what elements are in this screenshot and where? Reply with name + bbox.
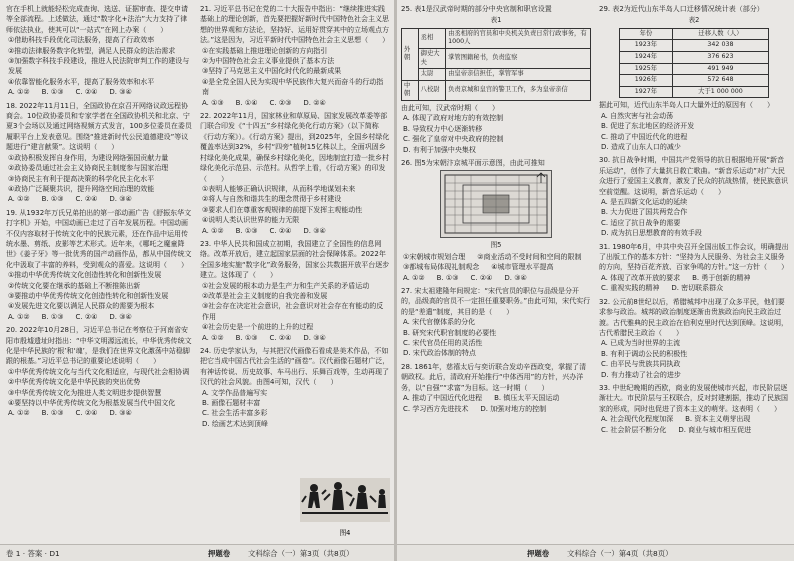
q22-item: ④说明人类认识世界的能力无限 — [202, 216, 300, 225]
q20-item: ③中华优秀传统文化为推进人类文明进步提供智慧 — [8, 388, 162, 397]
q23-item: ④社会历史是一个前进的上升的过程 — [202, 323, 314, 332]
left-footer — [0, 544, 394, 561]
left-corner-label: 卷 1 · 答案 · D1 — [6, 549, 60, 558]
table-cell: 丞相 — [418, 28, 445, 48]
q26-option-b: B. ①③ — [436, 273, 459, 282]
figure-5-city-map — [440, 170, 552, 238]
q28-blank: （ ） — [520, 383, 549, 392]
table-cell: 御史大夫 — [418, 49, 445, 69]
question-26 — [401, 158, 591, 283]
table-cell: 外朝 — [402, 28, 419, 80]
q23-blank: （ ） — [249, 271, 277, 280]
table-cell: 大于1 000 000 — [672, 86, 768, 98]
table-cell: 1926年 — [620, 75, 673, 87]
q28-option-a: A. 推动了中国近代化进程 — [403, 394, 483, 403]
q20-item: ④要坚持以中华优秀传统文化为根基发展当代中国文化 — [8, 399, 176, 408]
table-1 — [401, 28, 591, 101]
q27-blank: （ ） — [485, 307, 514, 316]
q21-option-b: B. ①④ — [235, 98, 258, 107]
table-row — [402, 80, 591, 100]
q29-option-c: C. 推动了中国近代化的进程 — [601, 132, 688, 141]
q25-options — [401, 113, 591, 155]
left-brand: 押题卷 — [208, 549, 231, 558]
q25-option-a: A. 体现了政府对地方的有效控制 — [403, 114, 504, 123]
table-cell: 1923年 — [620, 40, 673, 52]
q18-stem: 18. 2022年11月11日，全国政协在京召开网络议政远程协商会。10位政协委员和专家学者在全国政协机关和北京、宁夏3个会场以及通过网络视频方式发言，100多位委员在委员履职平台上发表意见。围绕“推进新时代公民道德建设”等议题进行“建言献策”。这说明 — [6, 101, 192, 152]
q22-options — [202, 226, 390, 236]
q32-blank: （ ） — [655, 328, 683, 337]
table-cell: 1924年 — [620, 52, 673, 64]
q28-option-b: B. 镇压太平天国运动 — [494, 394, 560, 403]
q21-item: ①在实践基础上推进理论创新的方向指引 — [202, 46, 328, 55]
q26-item: ②商业活动不受时间和空间的限制 — [477, 252, 582, 261]
q30-option-c: C. 适应了抗日战争的需要 — [601, 218, 681, 227]
table-cell: 八校尉 — [418, 80, 445, 100]
q27-stem: 27. 宋太祖建隆年间规定：“宋代官员的职位与品级是分开的，品级高的官员不一定担任重要职务。”由此可知，宋代实行的是“差遣”制度，其目的是 — [401, 287, 591, 316]
question-25 — [401, 4, 591, 155]
q19-item: ①推动中华优秀传统文化创造性转化和创新性发展 — [8, 271, 162, 280]
q20-option-b: B. ①③ — [41, 409, 64, 418]
q19-item: ②传统文化要在继承的基础上不断推陈出新 — [8, 281, 141, 290]
q17-option-d: D. ③④ — [109, 88, 132, 97]
q26-items-row-2 — [403, 262, 591, 272]
q23-item: ③社会存在决定社会意识，社会意识对社会存在有能动的反作用 — [202, 302, 384, 321]
q26-options — [403, 273, 591, 283]
table-row — [620, 52, 769, 64]
q28-stem: 28. 1861年，慈禧太后与奕䜣联合发动辛酉政变，掌握了清朝政权。此后，清政府开始推行“中体西用”的方针，兴办洋务，以“自强”“求富”为目标。这一时期 — [401, 362, 587, 392]
q21-option-d: D. ②④ — [303, 98, 326, 107]
q28-option-d: D. 加强对地方的控制 — [480, 404, 547, 413]
q22-item: ③要求人们在尊重客观规律的前提下发挥主观能动性 — [202, 205, 363, 214]
q20-blank: （ ） — [132, 357, 161, 366]
q25-tail: 由此可知，汉武帝时期 — [401, 103, 471, 112]
q19-items — [6, 270, 192, 322]
q25-stem: 25. 表1是汉武帝时期的部分中央官制和职官设置 — [401, 5, 552, 13]
table-header-row — [620, 28, 769, 40]
question-33 — [599, 383, 789, 435]
q30-option-d: D. 成为抗日思想教育的有效手段 — [601, 229, 702, 238]
table-row — [620, 75, 769, 87]
q30-stem: 30. 抗日战争时期，中国共产党领导的抗日根据地开展“新音乐运动”，创作了大量抗日救亡歌曲。“新音乐运动”对广大民众进行了爱国主义教育，激发了民众的抗战热情，使民族意识空前觉醒。这说明，新音乐运动 — [599, 156, 788, 196]
q22-items — [200, 184, 390, 236]
q17-item: ④依靠智能化服务水平，提高了服务效率和水平 — [8, 77, 155, 86]
table-row — [620, 40, 769, 52]
q23-stem: 23. 中华人民共和国成立初期，我国建立了全国性的信息网络。改革开放后，建立起国家层面的社会保障体系。2022年全国多地实施“数字化”政务服务，国家公共数据开放平台逐步建立。这体现了 — [200, 239, 390, 280]
q29-option-a: A. 自然灾害与社会动荡 — [601, 111, 674, 120]
q18-option-c: C. ②④ — [75, 195, 98, 204]
q19-blank: （ ） — [160, 260, 188, 269]
table-header: 年份 — [620, 28, 673, 40]
q25-option-b: B. 导致权力中心逐渐转移 — [403, 124, 483, 133]
q28-options-row-1 — [403, 393, 591, 403]
q18-item: ④政协广泛凝聚共识，提升网络空间治理的效能 — [8, 184, 155, 193]
q29-options — [599, 111, 789, 153]
q21-item: ③坚持了马克思主义中国化时代化的最新成果 — [202, 67, 342, 76]
q21-options — [202, 98, 390, 108]
question-32 — [599, 297, 789, 380]
question-31 — [599, 242, 789, 294]
table-cell: 572 648 — [672, 75, 768, 87]
figure-5-caption: 图5 — [490, 241, 502, 250]
q21-blank: （ ） — [361, 36, 390, 45]
q17-option-b: B. ①③ — [41, 88, 64, 97]
q30-option-a: A. 是五四新文化运动的延续 — [601, 198, 688, 207]
q27-option-a: A. 宋代官僚体系的分化 — [403, 318, 476, 327]
q26-option-d: D. ③④ — [504, 273, 527, 282]
q23-option-a: A. ①② — [202, 333, 224, 342]
q32-stem: 32. 公元前8世纪以后，希腊城邦中出现了众多平民，他们要求参与政治。城邦的政治制度逐渐由贵族政治向民主政治过渡。古代雅典的民主政治在伯利克里时代达到顶峰。这说明，古代希腊民主政治 — [599, 297, 788, 337]
q25-blank: （ ） — [471, 103, 499, 112]
q19-item: ④发展先进文化要以满足人民群众的需要为根本 — [8, 302, 155, 311]
left-page — [0, 0, 394, 561]
q31-options-row-2 — [601, 283, 789, 293]
q29-option-d: D. 造成了山东人口的减少 — [601, 143, 681, 151]
q33-options-row-2 — [601, 425, 789, 435]
left-column-1 — [6, 4, 192, 422]
q21-option-a: A. ①③ — [202, 98, 224, 107]
q33-options — [599, 414, 789, 435]
right-column-1 — [401, 4, 591, 417]
q31-blank: （ ） — [760, 263, 789, 272]
q26-items — [401, 252, 591, 283]
q19-item: ③要推动中华优秀传统文化创造性转化和创新性发展 — [8, 291, 169, 300]
question-21 — [200, 4, 390, 108]
q33-blank: （ ） — [753, 404, 781, 413]
table-row — [620, 63, 769, 75]
table-cell: 由皇帝亲信担任，掌管军事 — [446, 69, 591, 81]
right-page-number: 文科综合（一）第4页（共8页） — [567, 549, 673, 558]
question-17-tail — [6, 4, 192, 98]
left-page-number: 文科综合（一）第3页（共8页） — [248, 549, 354, 558]
q22-option-c: C. ②④ — [269, 226, 292, 235]
q20-stem: 20. 2022年10月28日，习近平总书记在考察位于河南省安阳市殷墟遗址时指出：“中华文明源远流长，中华优秀传统文化是中华民族的‘根’和‘魂’，是我们在世界文化激荡中站稳脚跟的根基。”习近平总书记的重要论述说明 — [6, 326, 192, 366]
table-cell: 中朝 — [402, 80, 419, 100]
q23-options — [202, 333, 390, 343]
q21-item: ②为中国特色社会主义事业提供了基本方法 — [202, 57, 335, 66]
q21-items — [200, 46, 390, 108]
q29-option-b: B. 促进了东北地区的经济开发 — [601, 122, 695, 131]
right-page — [397, 0, 794, 561]
q20-item: ①中华优秀传统文化与当代文化相适应，与现代社会相协调 — [8, 367, 190, 376]
table-row — [402, 49, 591, 69]
q18-item: ②政协委员通过社会主义协商民主制度参与国家治理 — [8, 164, 169, 173]
q20-items — [6, 367, 192, 419]
question-22 — [200, 111, 390, 236]
q27-options — [401, 317, 591, 359]
q20-options — [8, 408, 192, 418]
q29-tail: 据此可知，近代山东半岛人口大量外迁的原因有 — [599, 101, 746, 110]
q28-options-row-2 — [403, 404, 591, 414]
q28-options — [401, 393, 591, 414]
q18-option-a: A. ①② — [8, 195, 30, 204]
q19-option-c: C. ②④ — [75, 312, 98, 321]
q31-option-b: B. 勇于创新的精神 — [692, 273, 751, 282]
q19-option-a: A. ①② — [8, 312, 30, 321]
table-cell: 负责京城和皇宫的警卫工作，多为皇帝亲信 — [446, 80, 591, 100]
q18-item: ①政协积极发挥自身作用，为建设网络强国贡献力量 — [8, 153, 169, 162]
q20-item: ②中华优秀传统文化是中华民族的突出优势 — [8, 378, 141, 387]
table-cell: 376 623 — [672, 52, 768, 64]
q17-items — [6, 35, 192, 97]
q20-option-d: D. ③④ — [109, 409, 132, 418]
q20-option-a: A. ①② — [8, 409, 30, 418]
table-row — [402, 69, 591, 81]
q22-stem: 22. 2022年11月，国家林业和草原局、国家发展改革委等部门联合印发《“十四五”乡村绿化美化行动方案》（以下简称《行动方案》）。《行动方案》提出，到2025年，全国乡村绿化覆盖率达到32%，乡村“四旁”植树15亿株以上，全面巩固乡村绿化美化成果，确保乡村绿化美化，因地制宜打造一批乡村绿化美化示范县、示范村。从哲学上看，《行动方案》的印发 — [200, 112, 390, 173]
q22-blank: （ ） — [200, 174, 228, 183]
q33-stem: 33. 中世纪晚期的西欧，商业的发展使城市兴起，市民阶层逐渐壮大。市民阶层与王权联合，反对封建割据，推动了民族国家的形成，同时也促进了资本主义的萌芽。这表明 — [599, 383, 788, 413]
q32-option-d: D. 有力推动了社会的进步 — [601, 370, 681, 379]
q33-option-a: A. 社会现代化程度加深 — [601, 415, 674, 424]
q21-item: ④是全党全国人民为实现中华民族伟大复兴而奋斗的行动指南 — [202, 77, 384, 97]
q26-item: ③都城布局体现礼制观念 — [403, 263, 480, 272]
q18-option-d: D. ③④ — [109, 195, 132, 204]
q32-option-c: C. 由平民与贵族共同执政 — [601, 360, 681, 369]
q23-option-b: B. ①③ — [235, 333, 258, 342]
question-18 — [6, 101, 192, 205]
question-30 — [599, 155, 789, 238]
table-row — [402, 28, 591, 48]
q28-option-c: C. 学习西方先进技术 — [403, 404, 469, 413]
q18-blank: （ ） — [90, 143, 119, 152]
q19-option-d: D. ③④ — [109, 312, 132, 321]
q26-item: ①宋朝城市规划合理 — [403, 252, 466, 261]
q31-option-d: D. 密切联系群众 — [671, 284, 724, 293]
q33-options-row-1 — [601, 414, 789, 424]
q18-item: ③协商民主有利于提高决策的科学化民主化水平 — [8, 174, 155, 183]
q32-options — [599, 338, 789, 380]
q19-options — [8, 312, 192, 322]
q33-option-d: D. 商业与城市相互促进 — [678, 425, 752, 434]
question-19 — [6, 208, 192, 322]
q17-item: ①借助科技手段优化司法服务，提高了行政效率 — [8, 36, 155, 45]
q24-option-a: A. 文学作品普遍写实 — [202, 388, 268, 397]
q32-option-a: A. 已成为当时世界的主流 — [601, 339, 681, 348]
relief-figures-illustration — [300, 478, 390, 522]
q22-option-d: D. ③④ — [303, 226, 326, 235]
q32-option-b: B. 有利于调动公民的积极性 — [601, 349, 688, 358]
table-cell: 掌管图籍秘书，负责监察 — [446, 49, 591, 69]
city-plan-illustration — [441, 171, 551, 237]
question-24 — [200, 346, 390, 429]
table-header: 迁移人数（人） — [672, 28, 768, 40]
q24-option-d: D. 绘画艺术达到顶峰 — [202, 419, 268, 428]
q17-option-a: A. ①② — [8, 88, 30, 97]
q31-option-c: C. 重视实践的精神 — [601, 284, 660, 293]
q33-option-b: B. 资本主义萌芽出现 — [685, 415, 751, 424]
q22-option-a: A. ①② — [202, 226, 224, 235]
q30-options — [599, 197, 789, 239]
q23-item: ②改革是社会主义制度的自我完善和发展 — [202, 291, 328, 300]
table-2-caption: 表2 — [688, 16, 700, 25]
q26-stem: 26. 图5为宋朝汴京城平面示意图，由此可推知 — [401, 159, 545, 167]
q24-stem: 24. 历史学家认为，与其把汉代画像石看成是美术作品，不如把它当成中国古代社会生活的“画卷”。汉代画像石题材广泛，有神话传说、历史故事、车马出行、乐舞百戏等，生动再现了汉代的社会风貌。由图4可知，汉代 — [200, 347, 390, 387]
right-brand: 押题卷 — [527, 549, 550, 558]
right-footer — [397, 544, 794, 561]
q21-option-c: C. ②③ — [269, 98, 292, 107]
q17-blank: （ ） — [139, 25, 168, 34]
question-28 — [401, 362, 591, 414]
q30-option-b: B. 大力促进了国共两党合作 — [601, 208, 688, 217]
q22-option-b: B. ①③ — [235, 226, 258, 235]
q24-blank: （ ） — [309, 378, 338, 387]
q18-option-b: B. ①③ — [41, 195, 64, 204]
q29-blank: （ ） — [746, 101, 774, 110]
q17-text: 官在手机上就能轻松完成查询、选送、证据审查、提交申请等全部流程。上述做法，通过“数字化+法治”大力支持了律师依法执业，使其可以“一站式”在网上办案 — [6, 5, 188, 34]
q22-item: ①表明人能够正确认识规律，从而科学地谋划未来 — [202, 184, 356, 193]
q23-item: ①社会发展的根本动力是生产力和生产关系的矛盾运动 — [202, 281, 370, 290]
q26-items-row-1 — [403, 252, 591, 262]
q19-stem: 19. 从1932年万氏兄弟拍出的第一部动画广告《舒振东华文打字机》开始，中国动画已走过了百年发展历程。中国动画不仅内容取材于传统文化中的民族元素，还在作品中运用传统水墨、剪纸、皮影等艺术形式。近年来，《哪吒之魔童降世》《姜子牙》等一批优秀的国产动画作品，都从中国传统文化中汲取了丰富的养料，受到观众的喜爱。这说明 — [6, 208, 192, 269]
figure-4-relief — [300, 478, 390, 537]
q24-options — [200, 388, 390, 430]
q26-item: ④城市管理水平提高 — [491, 263, 554, 272]
table-cell: 1927年 — [620, 86, 673, 98]
table-1-caption: 表1 — [490, 16, 502, 25]
table-2 — [619, 28, 769, 99]
q25-option-d: D. 有利于加强中央集权 — [403, 145, 476, 154]
q23-items — [200, 281, 390, 343]
table-cell: 由丞相府的官员和中央机关负责日常行政事务，有1000人 — [446, 28, 591, 48]
q24-option-b: B. 画像石题材丰富 — [202, 399, 261, 408]
q18-items — [6, 153, 192, 205]
q17-options — [8, 87, 192, 97]
question-23 — [200, 239, 390, 343]
q17-item: ③加强数字科技手段建设，推进人民法院审判工作的建设与发展 — [8, 57, 190, 76]
q27-option-d: D. 宋代政治体制的特点 — [403, 349, 476, 358]
q25-option-c: C. 强化了皇帝对中央政府的控制 — [403, 135, 504, 144]
q31-stem: 31. 1980年6月，中共中央召开全国出版工作会议，明确提出了出版工作的基本方针：“坚持为人民服务、为社会主义服务的方向，坚持百花齐放、百家争鸣的方针。”这一方针 — [599, 242, 789, 272]
q21-stem: 21. 习近平总书记在党的二十大报告中指出：“继续推进实践基础上的理论创新，首先要把握好新时代中国特色社会主义思想的世界观和方法论，坚持好、运用好贯穿其中的立场观点方法。”这是因为，习近平新时代中国特色社会主义思想 — [200, 5, 389, 45]
table-cell: 1925年 — [620, 63, 673, 75]
table-cell: 太尉 — [418, 69, 445, 81]
table-row — [620, 86, 769, 98]
q22-item: ②将人与自然和谐共生的理念贯彻于乡村建设 — [202, 195, 342, 204]
q29-stem: 29. 表2为近代山东半岛人口迁移情况统计表（部分） — [599, 5, 764, 13]
q33-option-c: C. 社会阶层不断分化 — [601, 425, 667, 434]
question-29 — [599, 4, 789, 152]
table-cell: 491 949 — [672, 63, 768, 75]
figure-4-caption: 图4 — [339, 529, 351, 537]
q31-options-row-1 — [601, 273, 789, 283]
q18-options — [8, 194, 192, 204]
q26-option-c: C. ②④ — [470, 273, 493, 282]
right-column-2 — [599, 4, 789, 438]
q26-option-a: A. ①② — [403, 273, 425, 282]
q23-option-c: C. ②④ — [269, 333, 292, 342]
table-cell: 342 038 — [672, 40, 768, 52]
q19-option-b: B. ①③ — [41, 312, 64, 321]
q17-option-c: C. ②④ — [75, 88, 98, 97]
q23-option-d: D. ③④ — [303, 333, 326, 342]
left-column-2 — [200, 4, 390, 432]
q27-option-b: B. 研究宋代职官制度的必要性 — [403, 328, 497, 337]
q31-options — [599, 273, 789, 294]
question-20 — [6, 325, 192, 419]
q24-option-c: C. 社会生活丰富多彩 — [202, 409, 268, 418]
q30-blank: （ ） — [697, 187, 725, 196]
question-27 — [401, 286, 591, 359]
q20-option-c: C. ②④ — [75, 409, 98, 418]
q31-option-a: A. 体现了改革开放的要求 — [601, 273, 681, 282]
q27-option-c: C. 宋代官员任用的灵活性 — [403, 339, 483, 348]
q17-item: ②推动法律服务数字化转型，满足人民群众的法治需求 — [8, 46, 176, 55]
